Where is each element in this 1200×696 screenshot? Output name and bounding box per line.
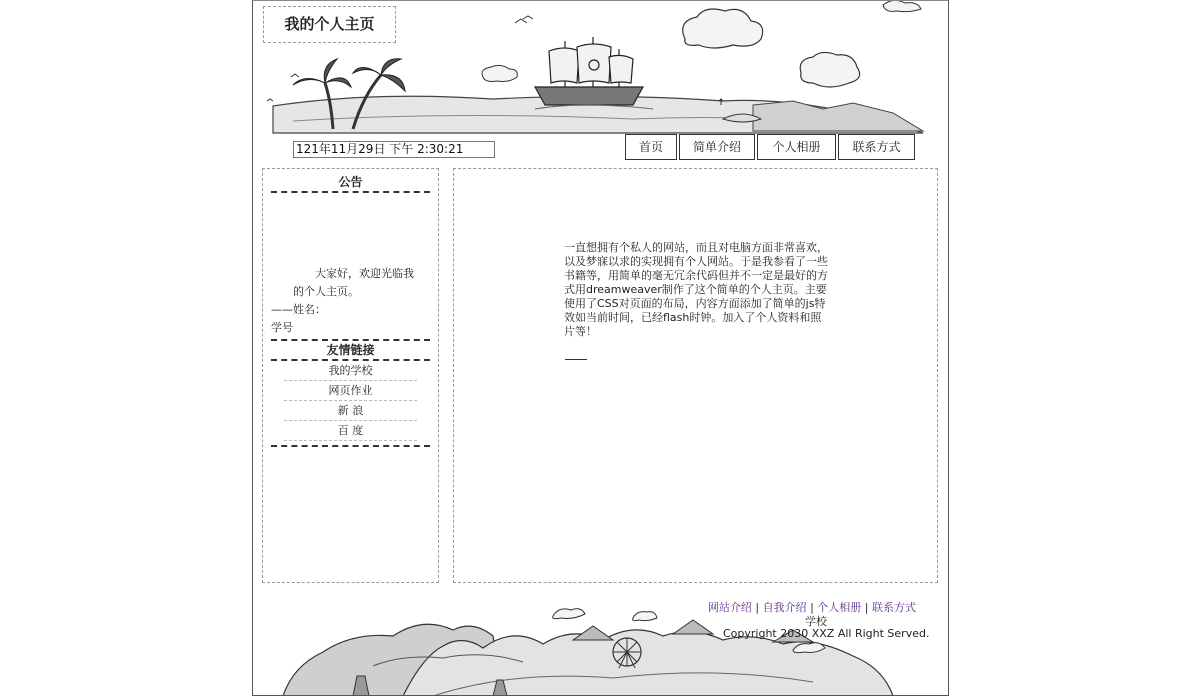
link-my-school[interactable]: 我的学校 — [284, 361, 417, 381]
nav-contact-button[interactable]: 联系方式 — [838, 134, 915, 160]
footer-link-self-intro[interactable]: 自我介绍 — [762, 601, 807, 614]
nav-home-button[interactable]: 首页 — [625, 134, 677, 160]
notice-text — [263, 193, 438, 337]
notice-greeting: 大家好，欢迎光临我的个人主页。 — [293, 267, 414, 298]
link-web-homework[interactable]: 网页作业 — [284, 381, 417, 401]
datetime-field[interactable]: 121年11月29日 下午 2:30:21 — [293, 141, 495, 158]
footer-link-album[interactable]: 个人相册 — [817, 601, 862, 614]
intro-text: 一直想拥有个私人的网站，而且对电脑方面非常喜欢，以及梦寐以求的实现拥有个人网站。于是我参看了一些书籍等，用简单的毫无冗余代码但并不一定是最好的方式用dreamweaver制作了这个简单的个人主页。主要使用了CSS对页面的布局，内容方面添加了简单的js特效如当前时间，已经flash时钟。加入了个人资料和照片等！ — [564, 241, 828, 338]
footer-link-contact[interactable]: 联系方式 — [872, 601, 916, 614]
link-sina[interactable]: 新 浪 — [284, 401, 417, 421]
friend-links-list — [284, 361, 417, 441]
notice-title: 公告 — [271, 173, 430, 193]
links-title: 友情链接 — [271, 339, 430, 361]
footer-school: 学校 — [805, 615, 827, 628]
page-container — [252, 0, 949, 696]
links-divider — [271, 445, 430, 447]
sidebar — [262, 168, 439, 583]
footer-separator: | — [864, 601, 869, 614]
footer-copyright: Copyright 2030 XXZ All Right Served. — [723, 627, 930, 640]
nav-album-button[interactable]: 个人相册 — [757, 134, 836, 160]
footer-separator: | — [810, 601, 814, 614]
notice-student-id: 学号 — [271, 321, 293, 334]
content-divider — [565, 359, 587, 360]
main-nav — [625, 134, 915, 160]
main-content — [453, 168, 938, 583]
notice-name: ——姓名： — [271, 303, 326, 316]
link-baidu[interactable]: 百 度 — [284, 421, 417, 441]
nav-intro-button[interactable]: 简单介绍 — [679, 134, 755, 160]
footer-separator: | — [755, 601, 760, 614]
footer-link-site-intro[interactable]: 网站介绍 — [707, 601, 752, 614]
site-title: 我的个人主页 — [263, 6, 396, 43]
